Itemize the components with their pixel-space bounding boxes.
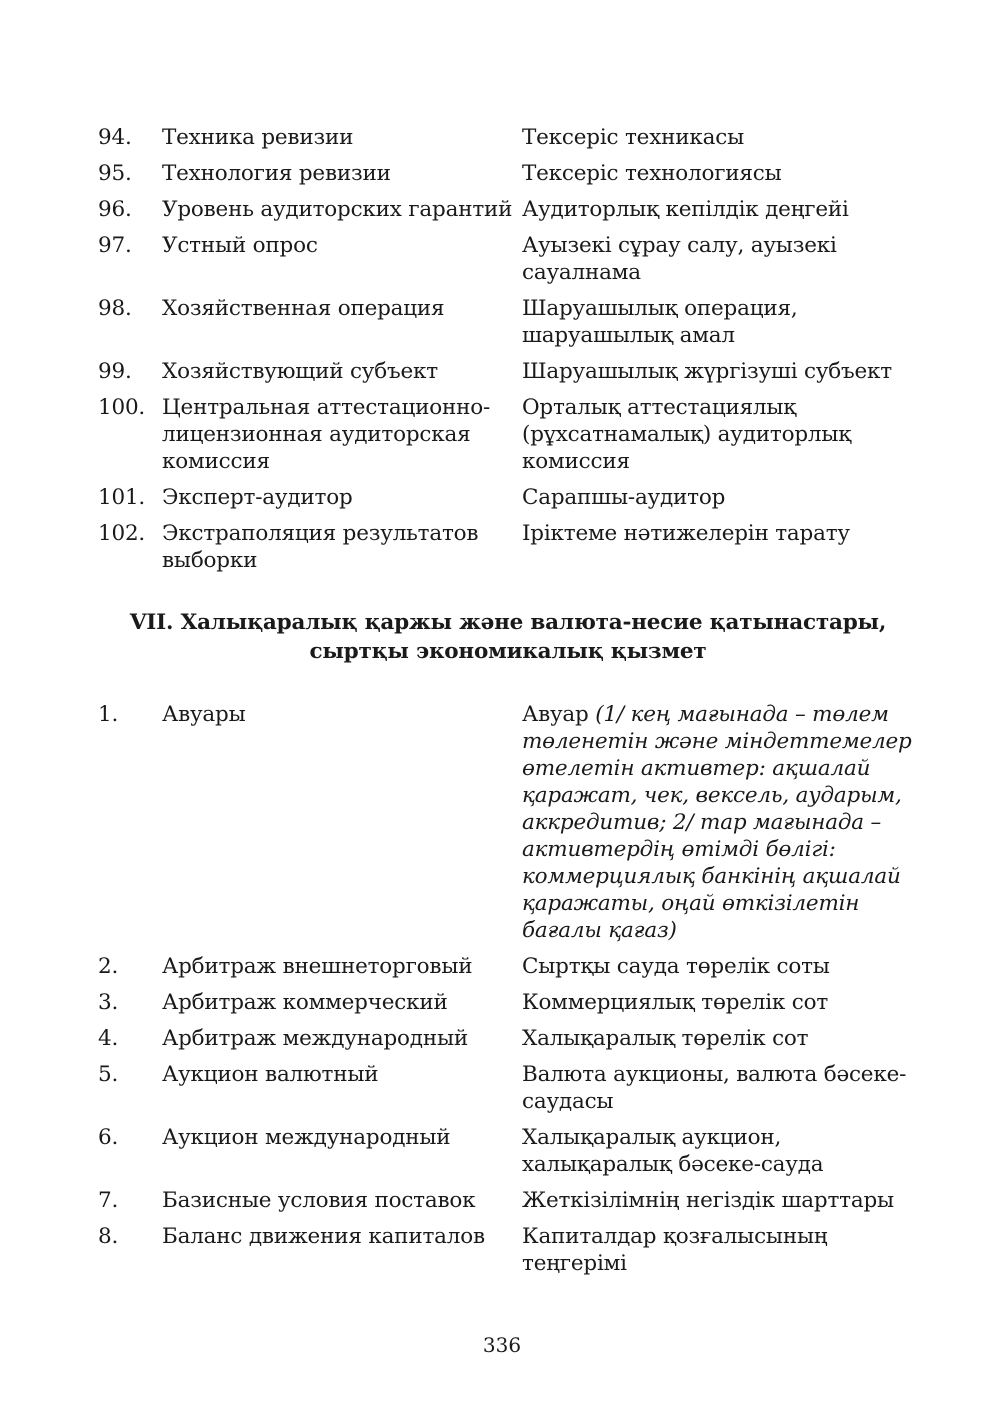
entry-number: 3.: [98, 990, 119, 1015]
glossary-row: [98, 1124, 918, 1178]
russian-term: Технология ревизии: [162, 161, 391, 186]
entry-number: 4.: [98, 1026, 119, 1051]
russian-term: Аукцион валютный: [162, 1062, 379, 1087]
section-heading-line-2: сыртқы экономикалық қызмет: [309, 639, 707, 664]
russian-term: Уровень аудиторских гарантий: [162, 197, 513, 222]
kazakh-term: Орталық аттестациялық (рұхсатнамалық) аудиторлық комиссия: [522, 395, 852, 474]
russian-term: Арбитраж внешнеторговый: [162, 954, 473, 979]
page-number: 336: [482, 1333, 522, 1357]
kazakh-term: Сыртқы сауда төрелік соты: [522, 954, 830, 979]
entry-number: 102.: [98, 521, 146, 546]
glossary-row: [98, 989, 918, 1016]
glossary-row: [98, 520, 918, 574]
glossary-row: [98, 295, 918, 349]
glossary-row: [98, 953, 918, 980]
kazakh-term: Ауызекі сұрау салу, ауызекі сауалнама: [522, 233, 837, 285]
entry-number: 8.: [98, 1224, 119, 1249]
kazakh-term: Валюта аукционы, валюта бәсеке-саудасы: [522, 1062, 907, 1114]
glossary-row: [98, 358, 918, 385]
russian-term: Арбитраж коммерческий: [162, 990, 448, 1015]
entry-number: 5.: [98, 1062, 119, 1087]
kazakh-term: Халықаралық аукцион, халықаралық бәсеке-сауда: [522, 1125, 824, 1177]
entry-number: 2.: [98, 954, 119, 979]
kazakh-term: Коммерциялық төрелік сот: [522, 990, 829, 1015]
entry-number: 6.: [98, 1125, 119, 1150]
glossary-row: [98, 484, 918, 511]
glossary-row: [98, 1223, 918, 1277]
russian-term: Экстраполяция результатов выборки: [162, 521, 479, 573]
glossary-row: [98, 1061, 918, 1115]
glossary-row: [98, 160, 918, 187]
section-heading-line-1: VII. Халықаралық қаржы және валюта-несие қатынастары,: [129, 610, 887, 635]
glossary-row: [98, 232, 918, 286]
kazakh-term-main: Авуар: [522, 702, 589, 727]
russian-term: Устный опрос: [162, 233, 318, 258]
kazakh-term: Шаруашылық операция, шаруашылық амал: [522, 296, 798, 348]
entry-number: 97.: [98, 233, 132, 258]
russian-term: Техника ревизии: [162, 125, 354, 150]
kazakh-term: Сарапшы-аудитор: [522, 485, 726, 510]
entry-number: 98.: [98, 296, 132, 321]
kazakh-term: Жеткізілімнің негіздік шарттары: [522, 1188, 894, 1213]
kazakh-term: Капиталдар қозғалысының теңгерімі: [522, 1224, 828, 1276]
russian-term: Хозяйствующий субъект: [162, 359, 438, 384]
kazakh-term: [522, 701, 912, 944]
glossary-row: [98, 196, 918, 223]
russian-term: Базисные условия поставок: [162, 1188, 476, 1213]
kazakh-term: Іріктеме нәтижелерін тарату: [522, 521, 850, 546]
glossary-row: [98, 701, 918, 944]
kazakh-term: Шаруашылық жүргізуші субъект: [522, 359, 892, 384]
glossary-row: [98, 394, 918, 475]
entry-number: 101.: [98, 485, 146, 510]
glossary-row: [98, 1025, 918, 1052]
entry-number: 99.: [98, 359, 132, 384]
russian-term: Центральная аттестационно-лицензионная аудиторская комиссия: [162, 395, 491, 474]
glossary-row: [98, 1187, 918, 1214]
glossary-list-top: [98, 124, 918, 583]
russian-term: Баланс движения капиталов: [162, 1224, 485, 1249]
glossary-list-bottom: [98, 701, 918, 1286]
kazakh-term: Тексеріс техникасы: [522, 125, 744, 150]
entry-number: 100.: [98, 395, 146, 420]
kazakh-term-explanation: (1/ кең мағынада – төлем төленетін және міндеттемелер өтелетін активтер: ақшалай қаражат, чек, вексель, аударым, аккредитив; 2/ тар мағынада – активтердің өтімді бөлігі: коммерциялық банкінің ақшалай қаражаты, оңай өткізілетін бағалы қағаз): [522, 702, 912, 943]
entry-number: 7.: [98, 1188, 119, 1213]
kazakh-term: Аудиторлық кепілдік деңгейі: [522, 197, 849, 222]
section-heading: [98, 608, 918, 666]
kazakh-term: Тексеріс технологиясы: [522, 161, 782, 186]
kazakh-term: Халықаралық төрелік сот: [522, 1026, 809, 1051]
russian-term: Авуары: [162, 702, 246, 727]
entry-number: 94.: [98, 125, 132, 150]
russian-term: Аукцион международный: [162, 1125, 451, 1150]
entry-number: 96.: [98, 197, 132, 222]
entry-number: 95.: [98, 161, 132, 186]
russian-term: Арбитраж международный: [162, 1026, 468, 1051]
russian-term: Эксперт-аудитор: [162, 485, 353, 510]
glossary-row: [98, 124, 918, 151]
entry-number: 1.: [98, 702, 119, 727]
russian-term: Хозяйственная операция: [162, 296, 445, 321]
